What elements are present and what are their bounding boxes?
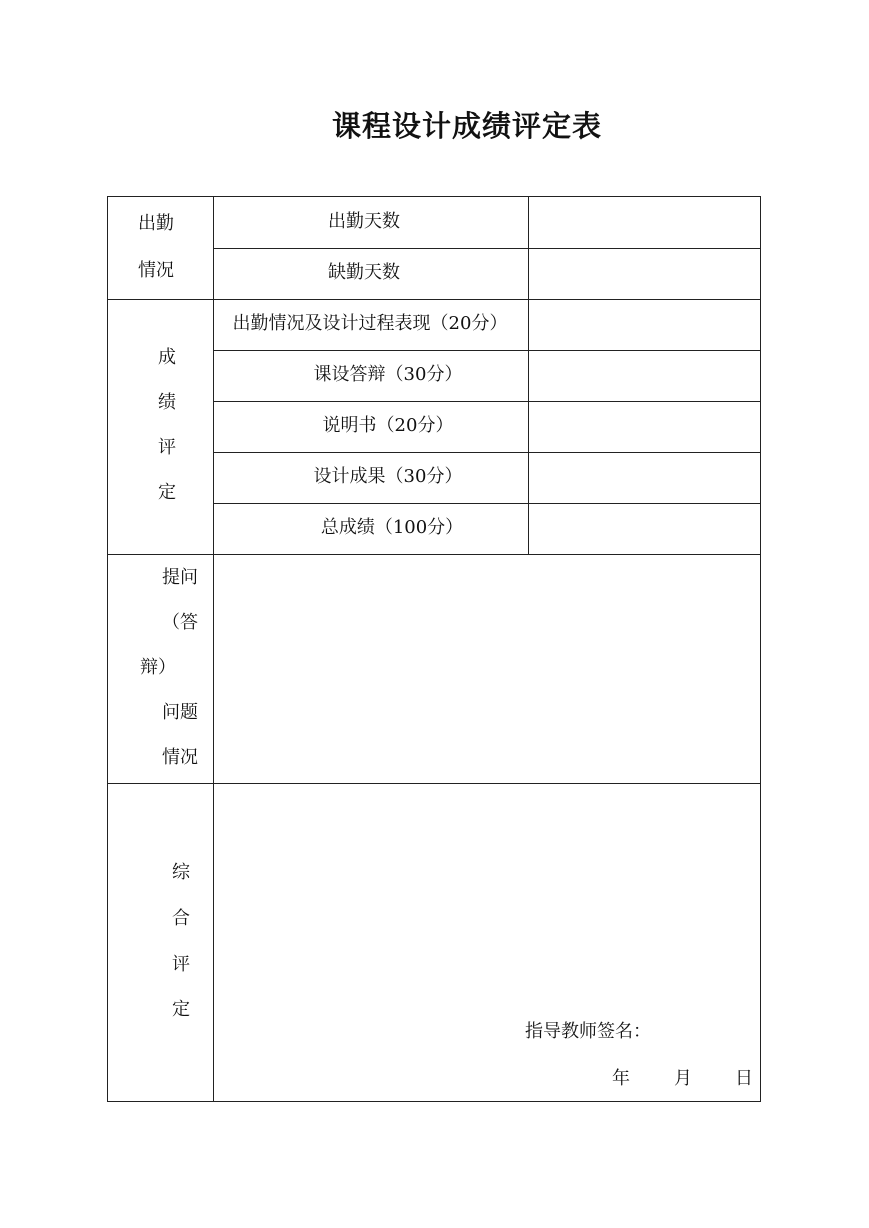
date-month-label: 月 [674, 1068, 692, 1089]
total-score-value[interactable] [529, 504, 761, 554]
questions-content-area[interactable] [214, 555, 761, 783]
grade-form-table [107, 196, 761, 1102]
overall-label-char: 定 [172, 999, 190, 1020]
overall-content-area[interactable] [214, 784, 761, 1014]
date-year-label: 年 [612, 1068, 630, 1089]
result-score-label: 设计成果（30分） [313, 466, 463, 487]
grades-label-char: 绩 [158, 392, 176, 413]
process-score-label: 出勤情况及设计过程表现（20分） [232, 313, 508, 334]
questions-label-line: 提问 [162, 567, 198, 588]
grades-label-char: 成 [158, 347, 176, 368]
questions-label-line: （答 [162, 612, 198, 633]
overall-label-char: 综 [172, 862, 190, 883]
process-score-value[interactable] [529, 300, 761, 350]
absence-days-label: 缺勤天数 [328, 262, 400, 283]
report-score-label: 说明书（20分） [322, 415, 454, 436]
questions-label-line: 辩） [140, 657, 176, 678]
report-score-value[interactable] [529, 402, 761, 452]
overall-label-char: 评 [172, 954, 190, 975]
attendance-days-value[interactable] [529, 197, 761, 248]
result-score-value[interactable] [529, 453, 761, 503]
grades-label-char: 评 [158, 437, 176, 458]
questions-label-line: 情况 [162, 747, 198, 768]
attendance-label-line1: 出勤 [138, 213, 174, 234]
questions-label-line: 问题 [162, 702, 198, 723]
overall-label-char: 合 [172, 908, 190, 929]
total-score-label: 总成绩（100分） [320, 517, 464, 538]
grades-label-char: 定 [158, 482, 176, 503]
advisor-signature-label: 指导教师签名： [525, 1021, 651, 1042]
absence-days-value[interactable] [529, 249, 761, 299]
attendance-label-line2: 情况 [138, 260, 174, 281]
page-title: 课程设计成绩评定表 [331, 109, 602, 143]
defense-score-value[interactable] [529, 351, 761, 401]
date-day-label: 日 [735, 1068, 753, 1089]
defense-score-label: 课设答辩（30分） [313, 364, 463, 385]
attendance-days-label: 出勤天数 [328, 211, 400, 232]
